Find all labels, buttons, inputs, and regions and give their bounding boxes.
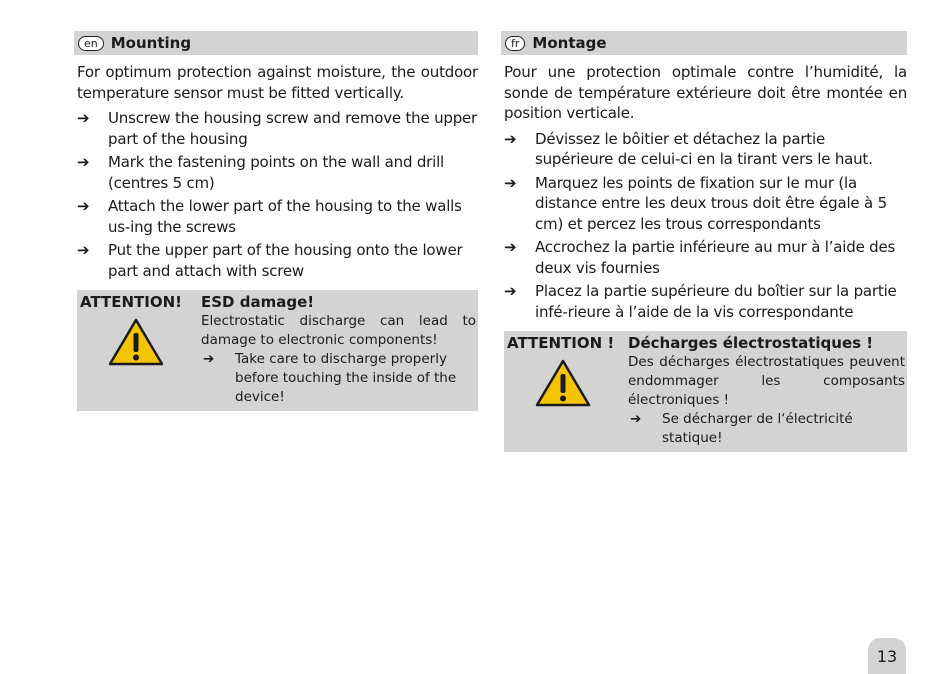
arrow-icon: ➔ bbox=[77, 153, 90, 171]
list-item bbox=[77, 108, 478, 149]
list-item bbox=[504, 237, 907, 278]
arrow-icon: ➔ bbox=[77, 241, 90, 259]
warning-step-en bbox=[201, 350, 476, 407]
language-badge-fr: fr bbox=[505, 36, 525, 51]
step-text: Placez la partie supérieure du boîtier sur la partie infé-rieure à l’aide de la vis correspondante bbox=[535, 282, 897, 321]
arrow-icon: ➔ bbox=[630, 411, 642, 427]
section-header-fr bbox=[501, 31, 907, 55]
list-item bbox=[504, 281, 907, 322]
intro-text-en: For optimum protection against moisture, the outdoor temperature sensor must be fitted vertically. bbox=[77, 63, 478, 102]
arrow-icon: ➔ bbox=[77, 109, 90, 127]
warning-box-fr bbox=[504, 331, 907, 452]
list-item bbox=[77, 240, 478, 281]
arrow-icon: ➔ bbox=[77, 197, 90, 215]
warning-content-en bbox=[201, 292, 476, 407]
section-french bbox=[501, 31, 907, 452]
list-item bbox=[77, 196, 478, 237]
step-text: Dévissez le bôitier et détachez la partie supérieure de celui-ci en la tirant vers le haut. bbox=[535, 129, 873, 168]
warning-body-fr: Des décharges électrostatiques peuvent endommager les composants électroniques ! bbox=[628, 354, 905, 408]
warning-left-fr bbox=[504, 333, 628, 448]
warning-step-fr bbox=[628, 410, 905, 448]
warning-title-en: ESD damage! bbox=[201, 293, 315, 311]
steps-list-fr bbox=[504, 129, 907, 323]
section-title-fr: Montage bbox=[532, 34, 607, 52]
warning-box-en bbox=[77, 290, 478, 411]
arrow-icon: ➔ bbox=[504, 173, 517, 192]
arrow-icon: ➔ bbox=[504, 282, 517, 300]
warning-triangle-icon bbox=[107, 317, 201, 371]
language-badge-en: en bbox=[78, 36, 104, 51]
section-header-en bbox=[74, 31, 478, 55]
steps-list-en bbox=[77, 108, 478, 281]
warning-body-en: Electrostatic discharge can lead to damage to electronic components! bbox=[201, 313, 476, 348]
arrow-icon: ➔ bbox=[504, 238, 517, 256]
warning-step-text-fr: Se décharger de l‘électricité statique! bbox=[662, 411, 853, 446]
list-item bbox=[504, 173, 907, 235]
step-text: Marquez les points de fixation sur le mur (la distance entre les deux trous doit être égale à 5 cm) et percez les trous correspondants bbox=[535, 173, 887, 233]
step-text: Attach the lower part of the housing to the walls us-ing the screws bbox=[108, 197, 462, 236]
step-text: Unscrew the housing screw and remove the upper part of the housing bbox=[108, 109, 478, 148]
arrow-icon: ➔ bbox=[203, 351, 215, 367]
warning-content-fr bbox=[628, 333, 905, 448]
step-text: Put the upper part of the housing onto the lower part and attach with screw bbox=[108, 241, 463, 280]
warning-step-text-en: Take care to discharge properly before touching the inside of the device! bbox=[235, 351, 457, 405]
warning-title-fr: Décharges électrostatiques ! bbox=[628, 334, 874, 352]
page-number: 13 bbox=[868, 638, 906, 674]
warning-triangle-icon bbox=[534, 358, 628, 412]
section-english bbox=[74, 31, 478, 411]
section-title-en: Mounting bbox=[110, 34, 192, 52]
list-item bbox=[504, 129, 907, 170]
warning-label-fr: ATTENTION ! bbox=[507, 334, 615, 352]
warning-label-en: ATTENTION! bbox=[80, 293, 183, 311]
arrow-icon: ➔ bbox=[504, 129, 517, 148]
intro-text-fr: Pour une protection optimale contre l’humidité, la sonde de température extérieure doit être montée en position verticale. bbox=[504, 63, 907, 122]
step-text: Accrochez la partie inférieure au mur à l’aide des deux vis fournies bbox=[535, 238, 896, 277]
warning-left-en bbox=[77, 292, 201, 407]
step-text: Mark the fastening points on the wall and drill (centres 5 cm) bbox=[108, 153, 445, 192]
list-item bbox=[77, 152, 478, 193]
